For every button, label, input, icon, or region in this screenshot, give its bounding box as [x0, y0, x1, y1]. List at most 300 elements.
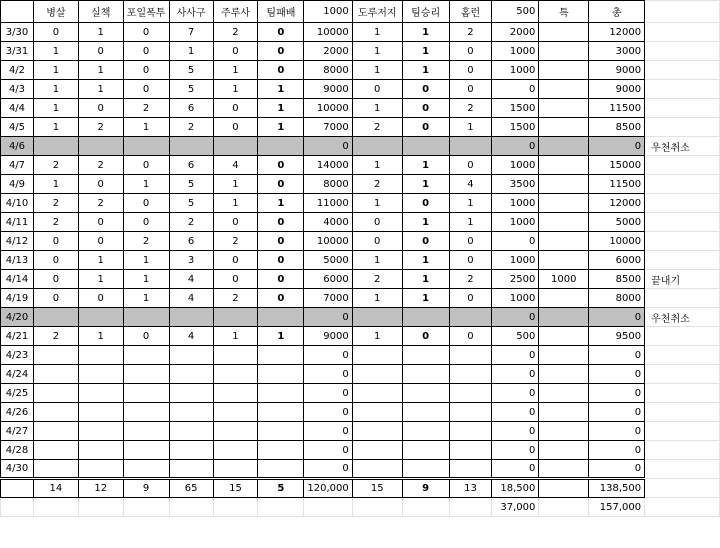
header-cell[interactable]: 병살 [33, 1, 78, 23]
value-cell[interactable] [539, 403, 589, 422]
value-cell[interactable]: 0 [402, 80, 449, 99]
value-cell[interactable] [539, 213, 589, 232]
header-cell[interactable]: 주루사 [213, 1, 258, 23]
value-cell[interactable]: 1 [402, 23, 449, 42]
value-cell[interactable]: 1 [352, 251, 402, 270]
value-cell[interactable]: 0 [492, 232, 539, 251]
value-cell[interactable] [123, 308, 169, 327]
value-cell[interactable]: 1 [78, 270, 123, 289]
value-cell[interactable]: 0 [304, 137, 352, 156]
header-cell[interactable] [1, 1, 34, 23]
value-cell[interactable]: 0 [492, 80, 539, 99]
value-cell[interactable]: 0 [33, 270, 78, 289]
value-cell[interactable]: 1 [33, 99, 78, 118]
value-cell[interactable]: 0 [78, 99, 123, 118]
note-cell[interactable] [645, 42, 720, 61]
header-cell[interactable]: 총 [589, 1, 645, 23]
value-cell[interactable] [169, 308, 213, 327]
subtotal-cell[interactable] [213, 498, 258, 517]
date-cell[interactable]: 4/21 [1, 327, 34, 346]
value-cell[interactable]: 0 [589, 384, 645, 403]
note-cell[interactable] [645, 403, 720, 422]
value-cell[interactable]: 0 [449, 327, 492, 346]
value-cell[interactable]: 0 [78, 42, 123, 61]
value-cell[interactable]: 1000 [492, 156, 539, 175]
value-cell[interactable]: 2 [78, 194, 123, 213]
value-cell[interactable] [449, 441, 492, 460]
value-cell[interactable]: 2 [123, 99, 169, 118]
value-cell[interactable]: 8500 [589, 118, 645, 137]
subtotal-cell[interactable] [449, 498, 492, 517]
value-cell[interactable]: 7000 [304, 289, 352, 308]
note-cell[interactable] [645, 232, 720, 251]
value-cell[interactable] [352, 403, 402, 422]
value-cell[interactable] [449, 346, 492, 365]
value-cell[interactable]: 0 [33, 289, 78, 308]
subtotal-cell[interactable]: 157,000 [589, 498, 645, 517]
value-cell[interactable]: 0 [492, 365, 539, 384]
value-cell[interactable]: 1 [258, 327, 304, 346]
value-cell[interactable]: 0 [78, 175, 123, 194]
total-cell[interactable]: 12 [78, 479, 123, 498]
value-cell[interactable]: 0 [492, 384, 539, 403]
value-cell[interactable]: 0 [492, 422, 539, 441]
value-cell[interactable]: 0 [123, 194, 169, 213]
value-cell[interactable]: 1 [402, 289, 449, 308]
value-cell[interactable]: 0 [213, 213, 258, 232]
date-cell[interactable]: 4/14 [1, 270, 34, 289]
subtotal-cell[interactable] [645, 498, 720, 517]
value-cell[interactable]: 1 [213, 194, 258, 213]
value-cell[interactable]: 8000 [589, 289, 645, 308]
note-cell[interactable] [645, 460, 720, 479]
value-cell[interactable]: 0 [258, 23, 304, 42]
value-cell[interactable]: 5000 [589, 213, 645, 232]
note-cell[interactable] [645, 289, 720, 308]
date-cell[interactable]: 4/12 [1, 232, 34, 251]
value-cell[interactable]: 1 [78, 61, 123, 80]
value-cell[interactable] [258, 460, 304, 479]
value-cell[interactable]: 0 [589, 346, 645, 365]
value-cell[interactable] [258, 308, 304, 327]
note-cell[interactable] [645, 251, 720, 270]
value-cell[interactable] [539, 460, 589, 479]
value-cell[interactable]: 0 [402, 232, 449, 251]
value-cell[interactable] [123, 384, 169, 403]
value-cell[interactable]: 1 [213, 80, 258, 99]
date-cell[interactable]: 4/2 [1, 61, 34, 80]
total-cell[interactable] [645, 479, 720, 498]
header-cell[interactable]: 도루저지 [352, 1, 402, 23]
date-cell[interactable]: 4/23 [1, 346, 34, 365]
value-cell[interactable]: 5 [169, 194, 213, 213]
value-cell[interactable]: 0 [589, 137, 645, 156]
note-cell[interactable] [645, 327, 720, 346]
date-cell[interactable]: 4/13 [1, 251, 34, 270]
value-cell[interactable] [352, 365, 402, 384]
value-cell[interactable]: 8000 [304, 175, 352, 194]
value-cell[interactable] [352, 460, 402, 479]
value-cell[interactable]: 10000 [589, 232, 645, 251]
note-cell[interactable] [645, 346, 720, 365]
value-cell[interactable]: 1 [352, 42, 402, 61]
value-cell[interactable]: 0 [78, 213, 123, 232]
date-cell[interactable]: 4/3 [1, 80, 34, 99]
value-cell[interactable] [402, 308, 449, 327]
value-cell[interactable] [123, 137, 169, 156]
value-cell[interactable]: 1000 [539, 270, 589, 289]
value-cell[interactable]: 0 [492, 137, 539, 156]
value-cell[interactable]: 4 [169, 289, 213, 308]
value-cell[interactable] [539, 194, 589, 213]
value-cell[interactable]: 0 [589, 403, 645, 422]
value-cell[interactable]: 0 [213, 270, 258, 289]
value-cell[interactable]: 3 [169, 251, 213, 270]
value-cell[interactable]: 9500 [589, 327, 645, 346]
value-cell[interactable] [402, 460, 449, 479]
value-cell[interactable]: 0 [258, 175, 304, 194]
value-cell[interactable] [402, 422, 449, 441]
value-cell[interactable] [449, 137, 492, 156]
value-cell[interactable]: 0 [258, 232, 304, 251]
value-cell[interactable]: 1 [213, 327, 258, 346]
note-cell[interactable] [645, 213, 720, 232]
value-cell[interactable]: 10000 [304, 99, 352, 118]
total-cell[interactable]: 65 [169, 479, 213, 498]
value-cell[interactable]: 5 [169, 61, 213, 80]
value-cell[interactable] [539, 232, 589, 251]
value-cell[interactable]: 0 [402, 99, 449, 118]
date-cell[interactable]: 4/4 [1, 99, 34, 118]
value-cell[interactable]: 8500 [589, 270, 645, 289]
value-cell[interactable]: 0 [258, 270, 304, 289]
value-cell[interactable]: 0 [78, 232, 123, 251]
value-cell[interactable] [169, 365, 213, 384]
value-cell[interactable]: 9000 [589, 61, 645, 80]
value-cell[interactable]: 2 [33, 194, 78, 213]
subtotal-cell[interactable] [258, 498, 304, 517]
value-cell[interactable]: 2 [78, 118, 123, 137]
note-cell[interactable]: 우천취소 [645, 137, 720, 156]
subtotal-cell[interactable] [352, 498, 402, 517]
value-cell[interactable]: 0 [213, 99, 258, 118]
date-cell[interactable]: 3/30 [1, 23, 34, 42]
value-cell[interactable]: 11500 [589, 175, 645, 194]
value-cell[interactable]: 8000 [304, 61, 352, 80]
value-cell[interactable]: 1 [402, 175, 449, 194]
value-cell[interactable]: 1 [169, 42, 213, 61]
value-cell[interactable]: 0 [449, 251, 492, 270]
value-cell[interactable]: 0 [258, 42, 304, 61]
value-cell[interactable] [539, 42, 589, 61]
note-cell[interactable] [645, 118, 720, 137]
value-cell[interactable]: 5 [169, 80, 213, 99]
value-cell[interactable]: 5 [169, 175, 213, 194]
header-cell[interactable]: 팀승리 [402, 1, 449, 23]
note-cell[interactable] [645, 441, 720, 460]
value-cell[interactable] [352, 137, 402, 156]
value-cell[interactable]: 0 [492, 403, 539, 422]
date-cell[interactable]: 4/27 [1, 422, 34, 441]
subtotal-cell[interactable]: 37,000 [492, 498, 539, 517]
subtotal-cell[interactable] [169, 498, 213, 517]
value-cell[interactable] [258, 403, 304, 422]
value-cell[interactable]: 5000 [304, 251, 352, 270]
value-cell[interactable]: 1 [402, 42, 449, 61]
value-cell[interactable] [539, 61, 589, 80]
value-cell[interactable]: 6000 [589, 251, 645, 270]
value-cell[interactable]: 0 [492, 441, 539, 460]
value-cell[interactable]: 4000 [304, 213, 352, 232]
value-cell[interactable]: 11500 [589, 99, 645, 118]
note-cell[interactable] [645, 365, 720, 384]
value-cell[interactable]: 4 [169, 327, 213, 346]
value-cell[interactable] [449, 384, 492, 403]
value-cell[interactable] [33, 365, 78, 384]
value-cell[interactable]: 0 [304, 384, 352, 403]
note-cell[interactable] [645, 194, 720, 213]
value-cell[interactable] [258, 384, 304, 403]
value-cell[interactable] [352, 308, 402, 327]
value-cell[interactable]: 0 [492, 460, 539, 479]
value-cell[interactable]: 1 [402, 270, 449, 289]
value-cell[interactable] [78, 346, 123, 365]
value-cell[interactable]: 0 [123, 80, 169, 99]
value-cell[interactable]: 1 [402, 156, 449, 175]
value-cell[interactable] [352, 346, 402, 365]
header-cell[interactable]: 팀패배 [258, 1, 304, 23]
value-cell[interactable]: 1 [258, 118, 304, 137]
value-cell[interactable]: 1000 [492, 251, 539, 270]
value-cell[interactable]: 0 [304, 422, 352, 441]
value-cell[interactable]: 1 [258, 99, 304, 118]
value-cell[interactable] [539, 308, 589, 327]
value-cell[interactable]: 12000 [589, 194, 645, 213]
value-cell[interactable]: 0 [304, 365, 352, 384]
header-cell[interactable]: 1000 [304, 1, 352, 23]
value-cell[interactable]: 0 [402, 194, 449, 213]
total-cell[interactable]: 138,500 [589, 479, 645, 498]
value-cell[interactable]: 6 [169, 99, 213, 118]
note-cell[interactable]: 우천취소 [645, 308, 720, 327]
value-cell[interactable]: 4 [169, 270, 213, 289]
value-cell[interactable]: 2000 [492, 23, 539, 42]
note-cell[interactable] [645, 156, 720, 175]
subtotal-cell[interactable] [33, 498, 78, 517]
value-cell[interactable]: 0 [402, 327, 449, 346]
value-cell[interactable] [33, 384, 78, 403]
value-cell[interactable] [449, 460, 492, 479]
value-cell[interactable]: 2 [213, 232, 258, 251]
value-cell[interactable]: 2 [449, 270, 492, 289]
value-cell[interactable]: 2 [213, 289, 258, 308]
value-cell[interactable]: 1 [33, 175, 78, 194]
total-cell[interactable]: 18,500 [492, 479, 539, 498]
value-cell[interactable]: 1 [78, 251, 123, 270]
date-cell[interactable]: 3/31 [1, 42, 34, 61]
value-cell[interactable] [449, 308, 492, 327]
value-cell[interactable] [402, 441, 449, 460]
value-cell[interactable]: 1 [78, 80, 123, 99]
value-cell[interactable] [213, 441, 258, 460]
value-cell[interactable] [449, 403, 492, 422]
value-cell[interactable]: 1 [78, 327, 123, 346]
value-cell[interactable]: 2 [352, 270, 402, 289]
value-cell[interactable]: 4 [213, 156, 258, 175]
note-cell[interactable]: 끝내기 [645, 270, 720, 289]
date-cell[interactable]: 4/9 [1, 175, 34, 194]
value-cell[interactable]: 2 [33, 327, 78, 346]
value-cell[interactable]: 0 [402, 118, 449, 137]
value-cell[interactable]: 0 [78, 289, 123, 308]
value-cell[interactable] [213, 137, 258, 156]
total-cell[interactable]: 14 [33, 479, 78, 498]
value-cell[interactable] [213, 460, 258, 479]
value-cell[interactable]: 1000 [492, 42, 539, 61]
value-cell[interactable]: 1 [258, 194, 304, 213]
header-cell[interactable]: 홈런 [449, 1, 492, 23]
value-cell[interactable]: 0 [33, 23, 78, 42]
subtotal-cell[interactable] [539, 498, 589, 517]
value-cell[interactable]: 0 [449, 61, 492, 80]
value-cell[interactable] [213, 384, 258, 403]
total-cell[interactable] [1, 479, 34, 498]
value-cell[interactable]: 7000 [304, 118, 352, 137]
value-cell[interactable] [213, 403, 258, 422]
date-cell[interactable]: 4/25 [1, 384, 34, 403]
date-cell[interactable]: 4/20 [1, 308, 34, 327]
header-cell[interactable]: 500 [492, 1, 539, 23]
value-cell[interactable]: 1 [123, 289, 169, 308]
date-cell[interactable]: 4/5 [1, 118, 34, 137]
value-cell[interactable]: 2 [169, 213, 213, 232]
value-cell[interactable]: 0 [258, 251, 304, 270]
value-cell[interactable]: 1 [402, 213, 449, 232]
value-cell[interactable] [33, 422, 78, 441]
total-cell[interactable]: 9 [402, 479, 449, 498]
value-cell[interactable]: 0 [258, 289, 304, 308]
value-cell[interactable] [539, 80, 589, 99]
value-cell[interactable]: 1 [352, 61, 402, 80]
value-cell[interactable]: 15000 [589, 156, 645, 175]
value-cell[interactable]: 1500 [492, 99, 539, 118]
value-cell[interactable] [123, 441, 169, 460]
value-cell[interactable]: 2 [352, 175, 402, 194]
value-cell[interactable] [402, 384, 449, 403]
value-cell[interactable] [449, 422, 492, 441]
value-cell[interactable] [33, 403, 78, 422]
value-cell[interactable] [258, 365, 304, 384]
value-cell[interactable]: 1 [123, 175, 169, 194]
value-cell[interactable]: 0 [589, 422, 645, 441]
value-cell[interactable]: 0 [589, 441, 645, 460]
value-cell[interactable] [258, 422, 304, 441]
value-cell[interactable]: 0 [123, 327, 169, 346]
value-cell[interactable]: 9000 [589, 80, 645, 99]
date-cell[interactable]: 4/24 [1, 365, 34, 384]
value-cell[interactable] [539, 365, 589, 384]
note-cell[interactable] [645, 384, 720, 403]
date-cell[interactable]: 4/7 [1, 156, 34, 175]
value-cell[interactable] [449, 365, 492, 384]
value-cell[interactable]: 1 [352, 99, 402, 118]
value-cell[interactable]: 0 [123, 213, 169, 232]
value-cell[interactable]: 2 [169, 118, 213, 137]
value-cell[interactable]: 1 [213, 175, 258, 194]
total-cell[interactable]: 13 [449, 479, 492, 498]
value-cell[interactable] [402, 137, 449, 156]
header-cell[interactable]: 특 [539, 1, 589, 23]
value-cell[interactable] [258, 441, 304, 460]
value-cell[interactable] [402, 346, 449, 365]
value-cell[interactable]: 1000 [492, 61, 539, 80]
value-cell[interactable] [33, 346, 78, 365]
total-cell[interactable]: 9 [123, 479, 169, 498]
value-cell[interactable] [123, 422, 169, 441]
value-cell[interactable] [402, 403, 449, 422]
value-cell[interactable]: 0 [123, 156, 169, 175]
value-cell[interactable]: 2 [449, 99, 492, 118]
value-cell[interactable]: 1 [402, 61, 449, 80]
value-cell[interactable] [123, 460, 169, 479]
value-cell[interactable]: 0 [123, 23, 169, 42]
value-cell[interactable] [78, 460, 123, 479]
value-cell[interactable]: 0 [449, 80, 492, 99]
value-cell[interactable]: 0 [304, 346, 352, 365]
value-cell[interactable]: 0 [304, 403, 352, 422]
value-cell[interactable]: 0 [304, 308, 352, 327]
value-cell[interactable]: 0 [258, 156, 304, 175]
value-cell[interactable]: 1 [78, 23, 123, 42]
value-cell[interactable]: 1 [213, 61, 258, 80]
subtotal-cell[interactable] [78, 498, 123, 517]
value-cell[interactable] [539, 327, 589, 346]
subtotal-cell[interactable] [1, 498, 34, 517]
value-cell[interactable] [258, 346, 304, 365]
value-cell[interactable]: 6000 [304, 270, 352, 289]
value-cell[interactable] [539, 175, 589, 194]
value-cell[interactable] [539, 289, 589, 308]
value-cell[interactable] [539, 422, 589, 441]
value-cell[interactable]: 1 [123, 270, 169, 289]
total-cell[interactable]: 15 [213, 479, 258, 498]
value-cell[interactable] [539, 99, 589, 118]
date-cell[interactable]: 4/6 [1, 137, 34, 156]
value-cell[interactable] [78, 365, 123, 384]
value-cell[interactable]: 1000 [492, 289, 539, 308]
value-cell[interactable] [213, 346, 258, 365]
value-cell[interactable]: 1 [258, 80, 304, 99]
value-cell[interactable] [123, 403, 169, 422]
value-cell[interactable] [213, 422, 258, 441]
value-cell[interactable]: 0 [33, 232, 78, 251]
value-cell[interactable] [169, 137, 213, 156]
value-cell[interactable]: 0 [213, 118, 258, 137]
value-cell[interactable]: 11000 [304, 194, 352, 213]
value-cell[interactable]: 4 [449, 175, 492, 194]
value-cell[interactable]: 1000 [492, 194, 539, 213]
note-cell[interactable] [645, 23, 720, 42]
value-cell[interactable]: 2500 [492, 270, 539, 289]
value-cell[interactable]: 3500 [492, 175, 539, 194]
value-cell[interactable]: 1 [33, 42, 78, 61]
value-cell[interactable] [352, 422, 402, 441]
total-cell[interactable]: 120,000 [304, 479, 352, 498]
value-cell[interactable]: 1 [449, 213, 492, 232]
value-cell[interactable] [33, 308, 78, 327]
value-cell[interactable]: 0 [589, 365, 645, 384]
value-cell[interactable]: 0 [449, 289, 492, 308]
